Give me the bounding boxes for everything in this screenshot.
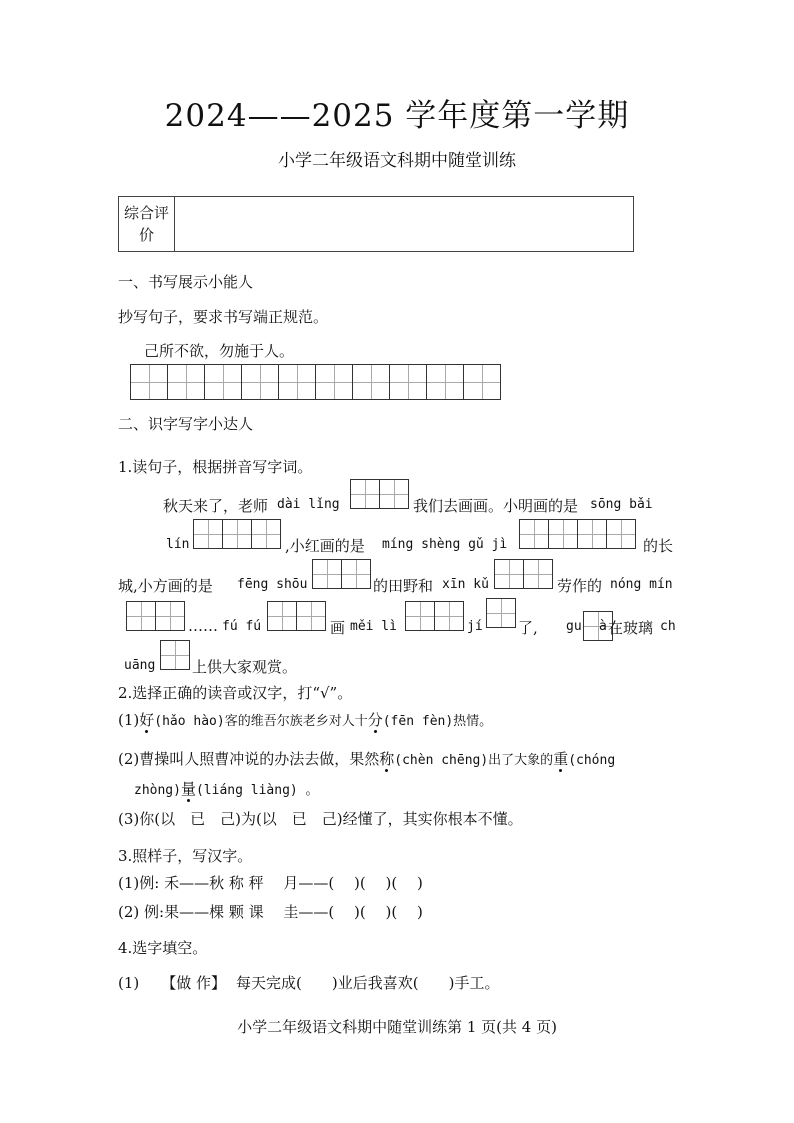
section2-heading: 二、识字写字小达人 xyxy=(118,415,254,433)
pinyin-dailing: dài lǐng xyxy=(277,497,340,512)
section1-sentence: 己所不欲，勿施于人。 xyxy=(144,342,295,360)
q4-item-1: (1) 【做 作】 每天完成( )业后我喜欢( )手工。 xyxy=(118,974,500,992)
copy-writing-grid[interactable] xyxy=(130,364,501,400)
q2-item-2: (2)曹操叫人照曹冲说的办法去做，果然称(chèn chēng)出了大象的重(chóng xyxy=(118,750,616,768)
pinyin-uang: uāng xyxy=(124,658,156,673)
q1-text: 在玻璃 xyxy=(608,619,654,637)
page-title: 2024——2025 学年度第一学期 xyxy=(164,98,630,134)
evaluation-label: 综合评价 xyxy=(119,197,175,251)
page-subtitle: 小学二年级语文科期中随堂训练 xyxy=(278,151,516,171)
q1-text: 的田野和 xyxy=(373,577,434,595)
q1-text: 劳作的 xyxy=(557,577,603,595)
q1-text: 城,小方画的是 xyxy=(118,577,213,595)
answer-grid-chuang[interactable] xyxy=(160,640,190,670)
pinyin-mingsheng: míng shèng gǔ jì xyxy=(382,537,508,552)
q1-text: 秋天来了，老师 xyxy=(163,497,269,515)
answer-grid-fufu[interactable] xyxy=(267,601,326,631)
q2-title: 2.选择正确的读音或汉字，打“√”。 xyxy=(118,684,353,702)
q2-item-2-cont: zhòng)量(liáng liàng) 。 xyxy=(134,780,319,798)
pinyin-gu: gu xyxy=(566,619,582,634)
answer-grid-ji[interactable] xyxy=(486,598,516,628)
answer-grid-mingsheng[interactable] xyxy=(519,519,636,549)
answer-grid-dailing[interactable] xyxy=(350,479,409,509)
q3-item-1: (1)例: 禾——秋 称 秤 月——( )( )( ) xyxy=(118,874,423,892)
pinyin-songbai: sōng bǎi xyxy=(590,497,653,512)
q1-text: 了, xyxy=(518,619,538,637)
pinyin-meili: měi lì xyxy=(350,619,397,634)
pinyin-nongmin: nóng mín xyxy=(610,577,673,592)
pinyin-ji: jí xyxy=(467,619,483,634)
answer-grid-fengshou[interactable] xyxy=(312,559,371,589)
q1-title: 1.读句子，根据拼音写字词。 xyxy=(118,458,313,476)
answer-grid-meili[interactable] xyxy=(405,601,464,631)
answer-grid-songbailin[interactable] xyxy=(193,519,281,549)
q2-item-3: (3)你(以 已 己)为(以 已 己)经懂了，其实你根本不懂。 xyxy=(118,810,523,828)
page-footer: 小学二年级语文科期中随堂训练第 1 页(共 4 页) xyxy=(237,1018,557,1036)
q1-text: 的长 xyxy=(643,537,674,555)
pinyin-fengshou: fēng shōu xyxy=(237,577,308,592)
q3-title: 3.照样子，写汉字。 xyxy=(118,847,253,865)
pinyin-a: à xyxy=(599,619,607,634)
section1-heading: 一、书写展示小能人 xyxy=(118,273,254,291)
q1-text: ,小红画的是 xyxy=(285,537,365,555)
q1-text: …… xyxy=(188,617,218,635)
q2-item-1: (1)好(hǎo hào)客的维吾尔族老乡对人十分(fēn fèn)热情。 xyxy=(118,711,493,729)
pinyin-ch: ch xyxy=(660,619,676,634)
q3-item-2: (2) 例:果——棵 颗 课 圭——( )( )( ) xyxy=(118,903,423,921)
answer-grid-nongmin[interactable] xyxy=(126,601,185,631)
pinyin-xinku: xīn kǔ xyxy=(442,577,489,592)
section1-instruction: 抄写句子，要求书写端正规范。 xyxy=(118,308,329,326)
evaluation-table xyxy=(118,196,634,252)
pinyin-lin: lín xyxy=(166,537,190,552)
q4-title: 4.选字填空。 xyxy=(118,939,208,957)
q1-text: 上供大家观赏。 xyxy=(192,658,298,676)
q1-text: 我们去画画。小明画的是 xyxy=(413,497,579,515)
answer-grid-xinku[interactable] xyxy=(494,559,553,589)
q1-text: 画 xyxy=(330,619,346,637)
pinyin-fufu: fú fú xyxy=(222,619,262,634)
